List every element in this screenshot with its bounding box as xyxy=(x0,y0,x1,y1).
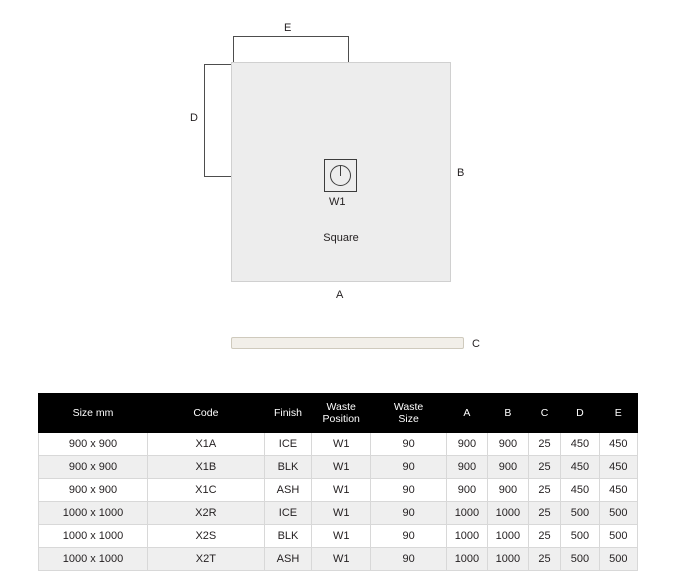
cell-waste-position: W1 xyxy=(312,456,371,479)
column-header-finish: Finish xyxy=(264,394,311,433)
specification-table xyxy=(38,393,638,571)
cell-size: 1000 x 1000 xyxy=(39,525,148,548)
cell-d: 450 xyxy=(561,456,599,479)
waste-position-label: W1 xyxy=(329,196,346,208)
cell-waste-size: 90 xyxy=(371,479,447,502)
cell-d: 500 xyxy=(561,502,599,525)
table-row xyxy=(39,479,638,502)
cell-code: X2T xyxy=(148,548,265,571)
waste-outlet-icon xyxy=(330,165,351,186)
column-header-b: B xyxy=(487,394,528,433)
cell-a: 900 xyxy=(446,456,487,479)
tray-side-profile xyxy=(231,337,464,349)
table-row xyxy=(39,433,638,456)
cell-a: 1000 xyxy=(446,502,487,525)
cell-size: 1000 x 1000 xyxy=(39,548,148,571)
column-header-e: E xyxy=(599,394,637,433)
cell-waste-size: 90 xyxy=(371,548,447,571)
cell-code: X2S xyxy=(148,525,265,548)
column-header-size: Size mm xyxy=(39,394,148,433)
cell-d: 450 xyxy=(561,433,599,456)
cell-e: 500 xyxy=(599,525,637,548)
cell-waste-position: W1 xyxy=(312,433,371,456)
cell-b: 900 xyxy=(487,433,528,456)
cell-b: 900 xyxy=(487,456,528,479)
cell-finish: ASH xyxy=(264,548,311,571)
cell-finish: ASH xyxy=(264,479,311,502)
cell-a: 900 xyxy=(446,479,487,502)
column-header-d: D xyxy=(561,394,599,433)
cell-e: 450 xyxy=(599,479,637,502)
cell-finish: ICE xyxy=(264,502,311,525)
cell-c: 25 xyxy=(528,548,560,571)
dimension-label-b: B xyxy=(457,167,465,179)
cell-a: 900 xyxy=(446,433,487,456)
table-row xyxy=(39,525,638,548)
cell-waste-size: 90 xyxy=(371,456,447,479)
column-header-a: A xyxy=(446,394,487,433)
cell-finish: ICE xyxy=(264,433,311,456)
column-header-c: C xyxy=(528,394,560,433)
cell-e: 450 xyxy=(599,433,637,456)
cell-e: 500 xyxy=(599,548,637,571)
cell-c: 25 xyxy=(528,502,560,525)
tray-shape-label: Square xyxy=(323,232,359,244)
table-header-row xyxy=(39,394,638,433)
cell-b: 1000 xyxy=(487,525,528,548)
cell-e: 500 xyxy=(599,502,637,525)
table-row xyxy=(39,502,638,525)
cell-waste-position: W1 xyxy=(312,502,371,525)
cell-waste-position: W1 xyxy=(312,525,371,548)
cell-a: 1000 xyxy=(446,525,487,548)
cell-c: 25 xyxy=(528,525,560,548)
cell-size: 1000 x 1000 xyxy=(39,502,148,525)
cell-code: X1A xyxy=(148,433,265,456)
cell-finish: BLK xyxy=(264,525,311,548)
dimension-label-a: A xyxy=(336,289,344,301)
cell-waste-size: 90 xyxy=(371,525,447,548)
cell-waste-position: W1 xyxy=(312,479,371,502)
cell-code: X1B xyxy=(148,456,265,479)
cell-a: 1000 xyxy=(446,548,487,571)
cell-b: 1000 xyxy=(487,548,528,571)
cell-code: X1C xyxy=(148,479,265,502)
cell-waste-size: 90 xyxy=(371,502,447,525)
cell-c: 25 xyxy=(528,456,560,479)
cell-waste-position: W1 xyxy=(312,548,371,571)
column-header-waste-position: Waste Position xyxy=(312,394,371,433)
table-row xyxy=(39,548,638,571)
cell-e: 450 xyxy=(599,456,637,479)
dimension-d-line xyxy=(204,64,205,176)
cell-size: 900 x 900 xyxy=(39,433,148,456)
cell-code: X2R xyxy=(148,502,265,525)
dimension-e-line xyxy=(233,36,348,37)
cell-size: 900 x 900 xyxy=(39,456,148,479)
cell-d: 500 xyxy=(561,525,599,548)
dimension-label-d: D xyxy=(190,112,198,124)
cell-size: 900 x 900 xyxy=(39,479,148,502)
column-header-code: Code xyxy=(148,394,265,433)
cell-b: 900 xyxy=(487,479,528,502)
table-row xyxy=(39,456,638,479)
dimension-label-e: E xyxy=(284,22,292,34)
cell-finish: BLK xyxy=(264,456,311,479)
column-header-waste-size: Waste Size xyxy=(371,394,447,433)
cell-c: 25 xyxy=(528,433,560,456)
cell-waste-size: 90 xyxy=(371,433,447,456)
cell-d: 500 xyxy=(561,548,599,571)
dimension-label-c: C xyxy=(472,338,480,350)
cell-b: 1000 xyxy=(487,502,528,525)
cell-d: 450 xyxy=(561,479,599,502)
cell-c: 25 xyxy=(528,479,560,502)
